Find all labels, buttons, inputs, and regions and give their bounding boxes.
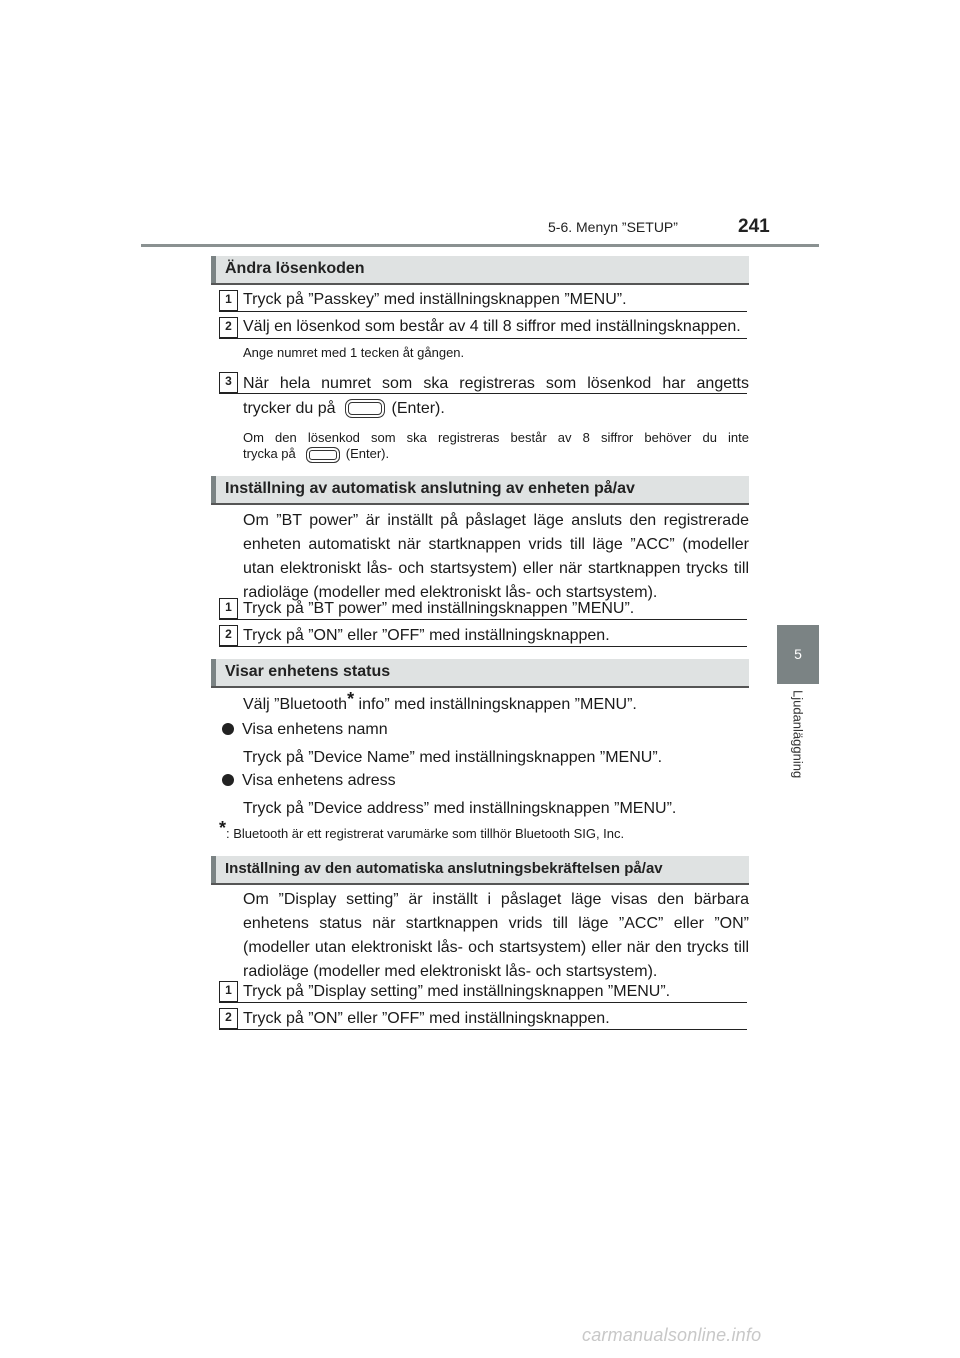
section-heading-device-status (211, 659, 749, 688)
step-text: Tryck på ”Display setting” med inställningsknappen ”MENU”. (243, 983, 671, 1000)
step-number: 3 (219, 372, 238, 393)
footnote: *: Bluetooth är ett registrerat varumärke som tillhör Bluetooth SIG, Inc. (219, 818, 625, 841)
step-number: 1 (219, 598, 238, 619)
page-number: 241 (738, 216, 770, 237)
step-number: 1 (219, 981, 238, 1002)
enter-button-icon (306, 447, 340, 463)
bullet-icon (222, 774, 234, 786)
section-title: Ändra lösenkoden (225, 260, 365, 277)
section-heading-auto-connect (211, 476, 749, 505)
section-title: Inställning av automatisk anslutning av enheten på/av (225, 480, 635, 497)
bullet-text: Tryck på ”Device Name” med inställningsknappen ”MENU”. (243, 749, 663, 766)
section-title: Inställning av den automatiska anslutningsbekräftelsen på/av (225, 860, 663, 877)
bullet-item: Visa enhetens namn (222, 718, 742, 742)
bullet-item: Visa enhetens adress (222, 769, 742, 793)
section-intro: Välj ”Bluetooth* info” med inställningsknappen ”MENU”. (243, 689, 637, 713)
chapter-label (777, 690, 819, 800)
step-number: 2 (219, 1008, 238, 1029)
step-text: Tryck på ”BT power” med inställningsknappen ”MENU”. (243, 600, 635, 617)
section-header: 5-6. Menyn ”SETUP” (548, 219, 678, 235)
bullet-text: Tryck på ”Device address” med inställningsknappen ”MENU”. (243, 800, 677, 817)
chapter-tab: 5 (777, 625, 819, 684)
step-number: 1 (219, 290, 238, 311)
section-intro: Om ”Display setting” är inställt i påslaget läge visas den bärbara enhetens status när startknappen vrids till läge ”ACC” eller ”ON” (modeller utan elektroniskt lås- och startsystem) eller när den trycks till radioläge (modeller med elektroniskt lås- och startsystem). (243, 891, 749, 980)
section-heading-change-passkey (211, 256, 749, 285)
watermark: carmanualsonline.info (582, 1325, 762, 1345)
chapter-label-text: Ljudanläggning (790, 690, 806, 779)
step-text: Tryck på ”Passkey” med inställningsknappen ”MENU”. (243, 291, 627, 308)
step-number: 2 (219, 625, 238, 646)
step-number: 2 (219, 317, 238, 338)
step-text: När hela numret som ska registreras som lösenkod har angetts (243, 375, 749, 392)
section-intro: Om ”BT power” är inställt på påslaget läge ansluts den registrerade enheten automatiskt när startknappen vrids till läge ”ACC” (modeller utan elektroniskt lås- och startsystem) eller när startknappen trycks till radioläge (modeller med elektroniskt lås- och startsystem). (243, 512, 749, 601)
step-text: Välj en lösenkod som består av 4 till 8 siffror med inställningsknappen. (243, 318, 741, 335)
header-rule (141, 244, 819, 247)
bullet-icon (222, 723, 234, 735)
step-text-cont: trycker du på (Enter). (243, 400, 445, 417)
step-note: Om den lösenkod som ska registreras består av 8 siffror behöver du inte (243, 430, 749, 445)
step-note-cont: trycka på (Enter). (243, 446, 390, 461)
step-note: Ange numret med 1 tecken åt gången. (243, 345, 465, 360)
section-heading-connection-confirm (211, 856, 749, 885)
section-title: Visar enhetens status (225, 663, 391, 680)
enter-button-icon (345, 399, 385, 418)
step-text: Tryck på ”ON” eller ”OFF” med inställningsknappen. (243, 1010, 610, 1027)
step-text: Tryck på ”ON” eller ”OFF” med inställningsknappen. (243, 627, 610, 644)
